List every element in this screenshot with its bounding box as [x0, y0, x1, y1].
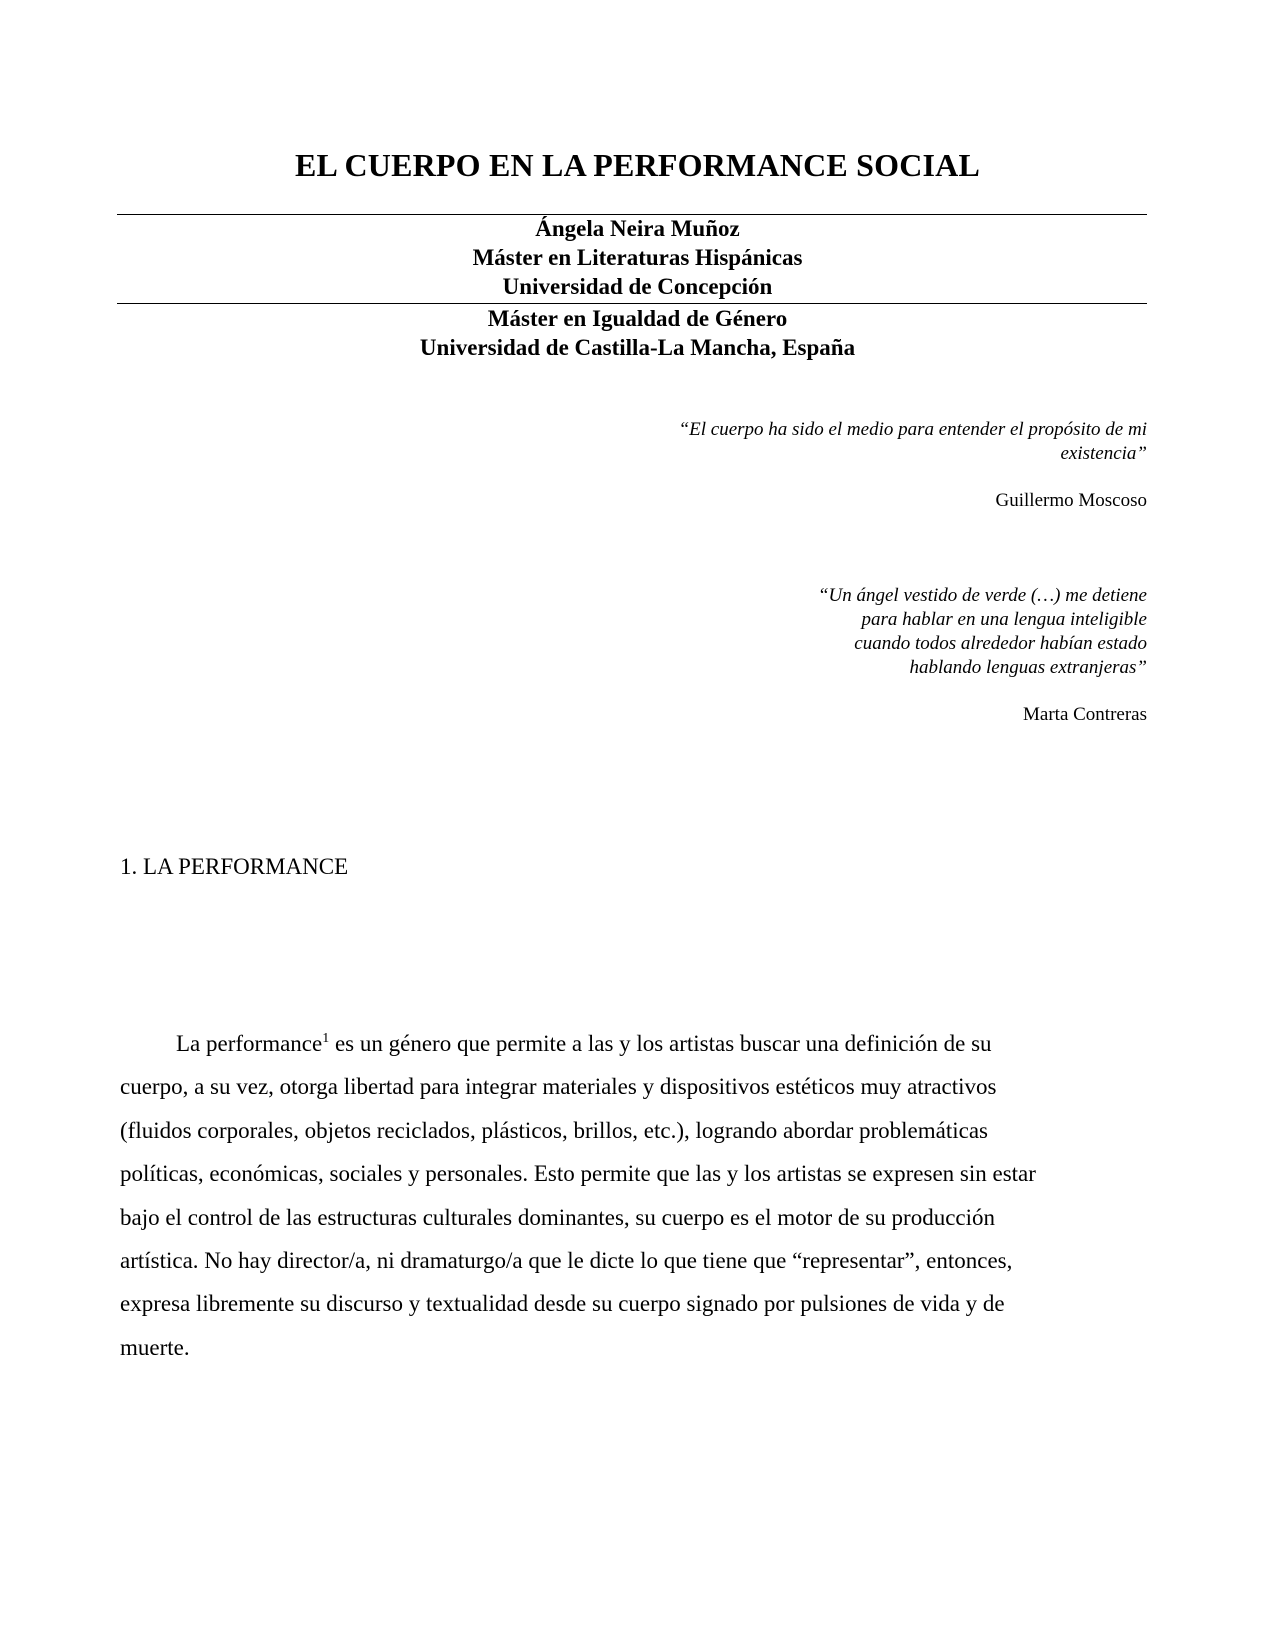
paper-title: EL CUERPO EN LA PERFORMANCE SOCIAL — [294, 147, 981, 183]
epigraph-quote-1 — [679, 418, 1147, 466]
body-paragraph — [120, 1022, 1150, 1369]
epigraph-quote-2 — [818, 584, 1147, 680]
epigraph-1-line: existencia” — [1060, 443, 1147, 464]
author-affiliation-2: Universidad de Concepción — [502, 274, 773, 299]
epigraph-2-line: “Un ángel vestido de verde (…) me detiene — [817, 585, 1147, 606]
paragraph-line: artística. No hay director/a, ni dramaturgo/a que le dicte lo que tiene que “representar”, entonces, — [120, 1248, 1013, 1274]
epigraph-2-line: para hablar en una lengua inteligible — [861, 609, 1147, 630]
footnote-reference[interactable]: 1 — [322, 1031, 330, 1046]
author-affiliation-1: Máster en Literaturas Hispánicas — [472, 245, 803, 270]
author-affiliation-3: Máster en Igualdad de Género — [487, 306, 788, 331]
epigraph-2-line: cuando todos alrededor habían estado — [854, 633, 1147, 654]
paragraph-line: (fluidos corporales, objetos reciclados, plásticos, brillos, etc.), logrando abordar problemáticas — [120, 1117, 988, 1143]
paragraph-line: bajo el control de las estructuras culturales dominantes, su cuerpo es el motor de su producción — [120, 1204, 996, 1230]
epigraph-2-line: hablando lenguas extranjeras” — [909, 657, 1147, 678]
epigraph-1-line: “El cuerpo ha sido el medio para entender el propósito de mi — [678, 419, 1147, 440]
paragraph-line — [120, 1022, 1150, 1065]
author-block-2 — [0, 304, 1275, 362]
author-name: Ángela Neira Muñoz — [535, 216, 740, 241]
paragraph-line: muerte. — [120, 1334, 190, 1360]
author-affiliation-4: Universidad de Castilla-La Mancha, España — [419, 335, 856, 360]
paragraph-line: expresa libremente su discurso y textualidad desde su cuerpo signado por pulsiones de vida y de — [120, 1291, 1005, 1317]
paragraph-line: políticas, económicas, sociales y personales. Esto permite que las y los artistas se expresen sin estar — [120, 1161, 1036, 1187]
paragraph-text: La performance — [176, 1031, 323, 1056]
section-heading: 1. LA PERFORMANCE — [120, 854, 349, 879]
epigraph-1-author: Guillermo Moscoso — [995, 490, 1147, 511]
paragraph-text: es un género que permite a las y los artistas buscar una definición de su — [329, 1031, 992, 1056]
epigraph-2-author: Marta Contreras — [1023, 704, 1147, 725]
paragraph-line: cuerpo, a su vez, otorga libertad para integrar materiales y dispositivos estéticos muy atractivos — [120, 1074, 997, 1100]
author-block — [0, 214, 1275, 301]
